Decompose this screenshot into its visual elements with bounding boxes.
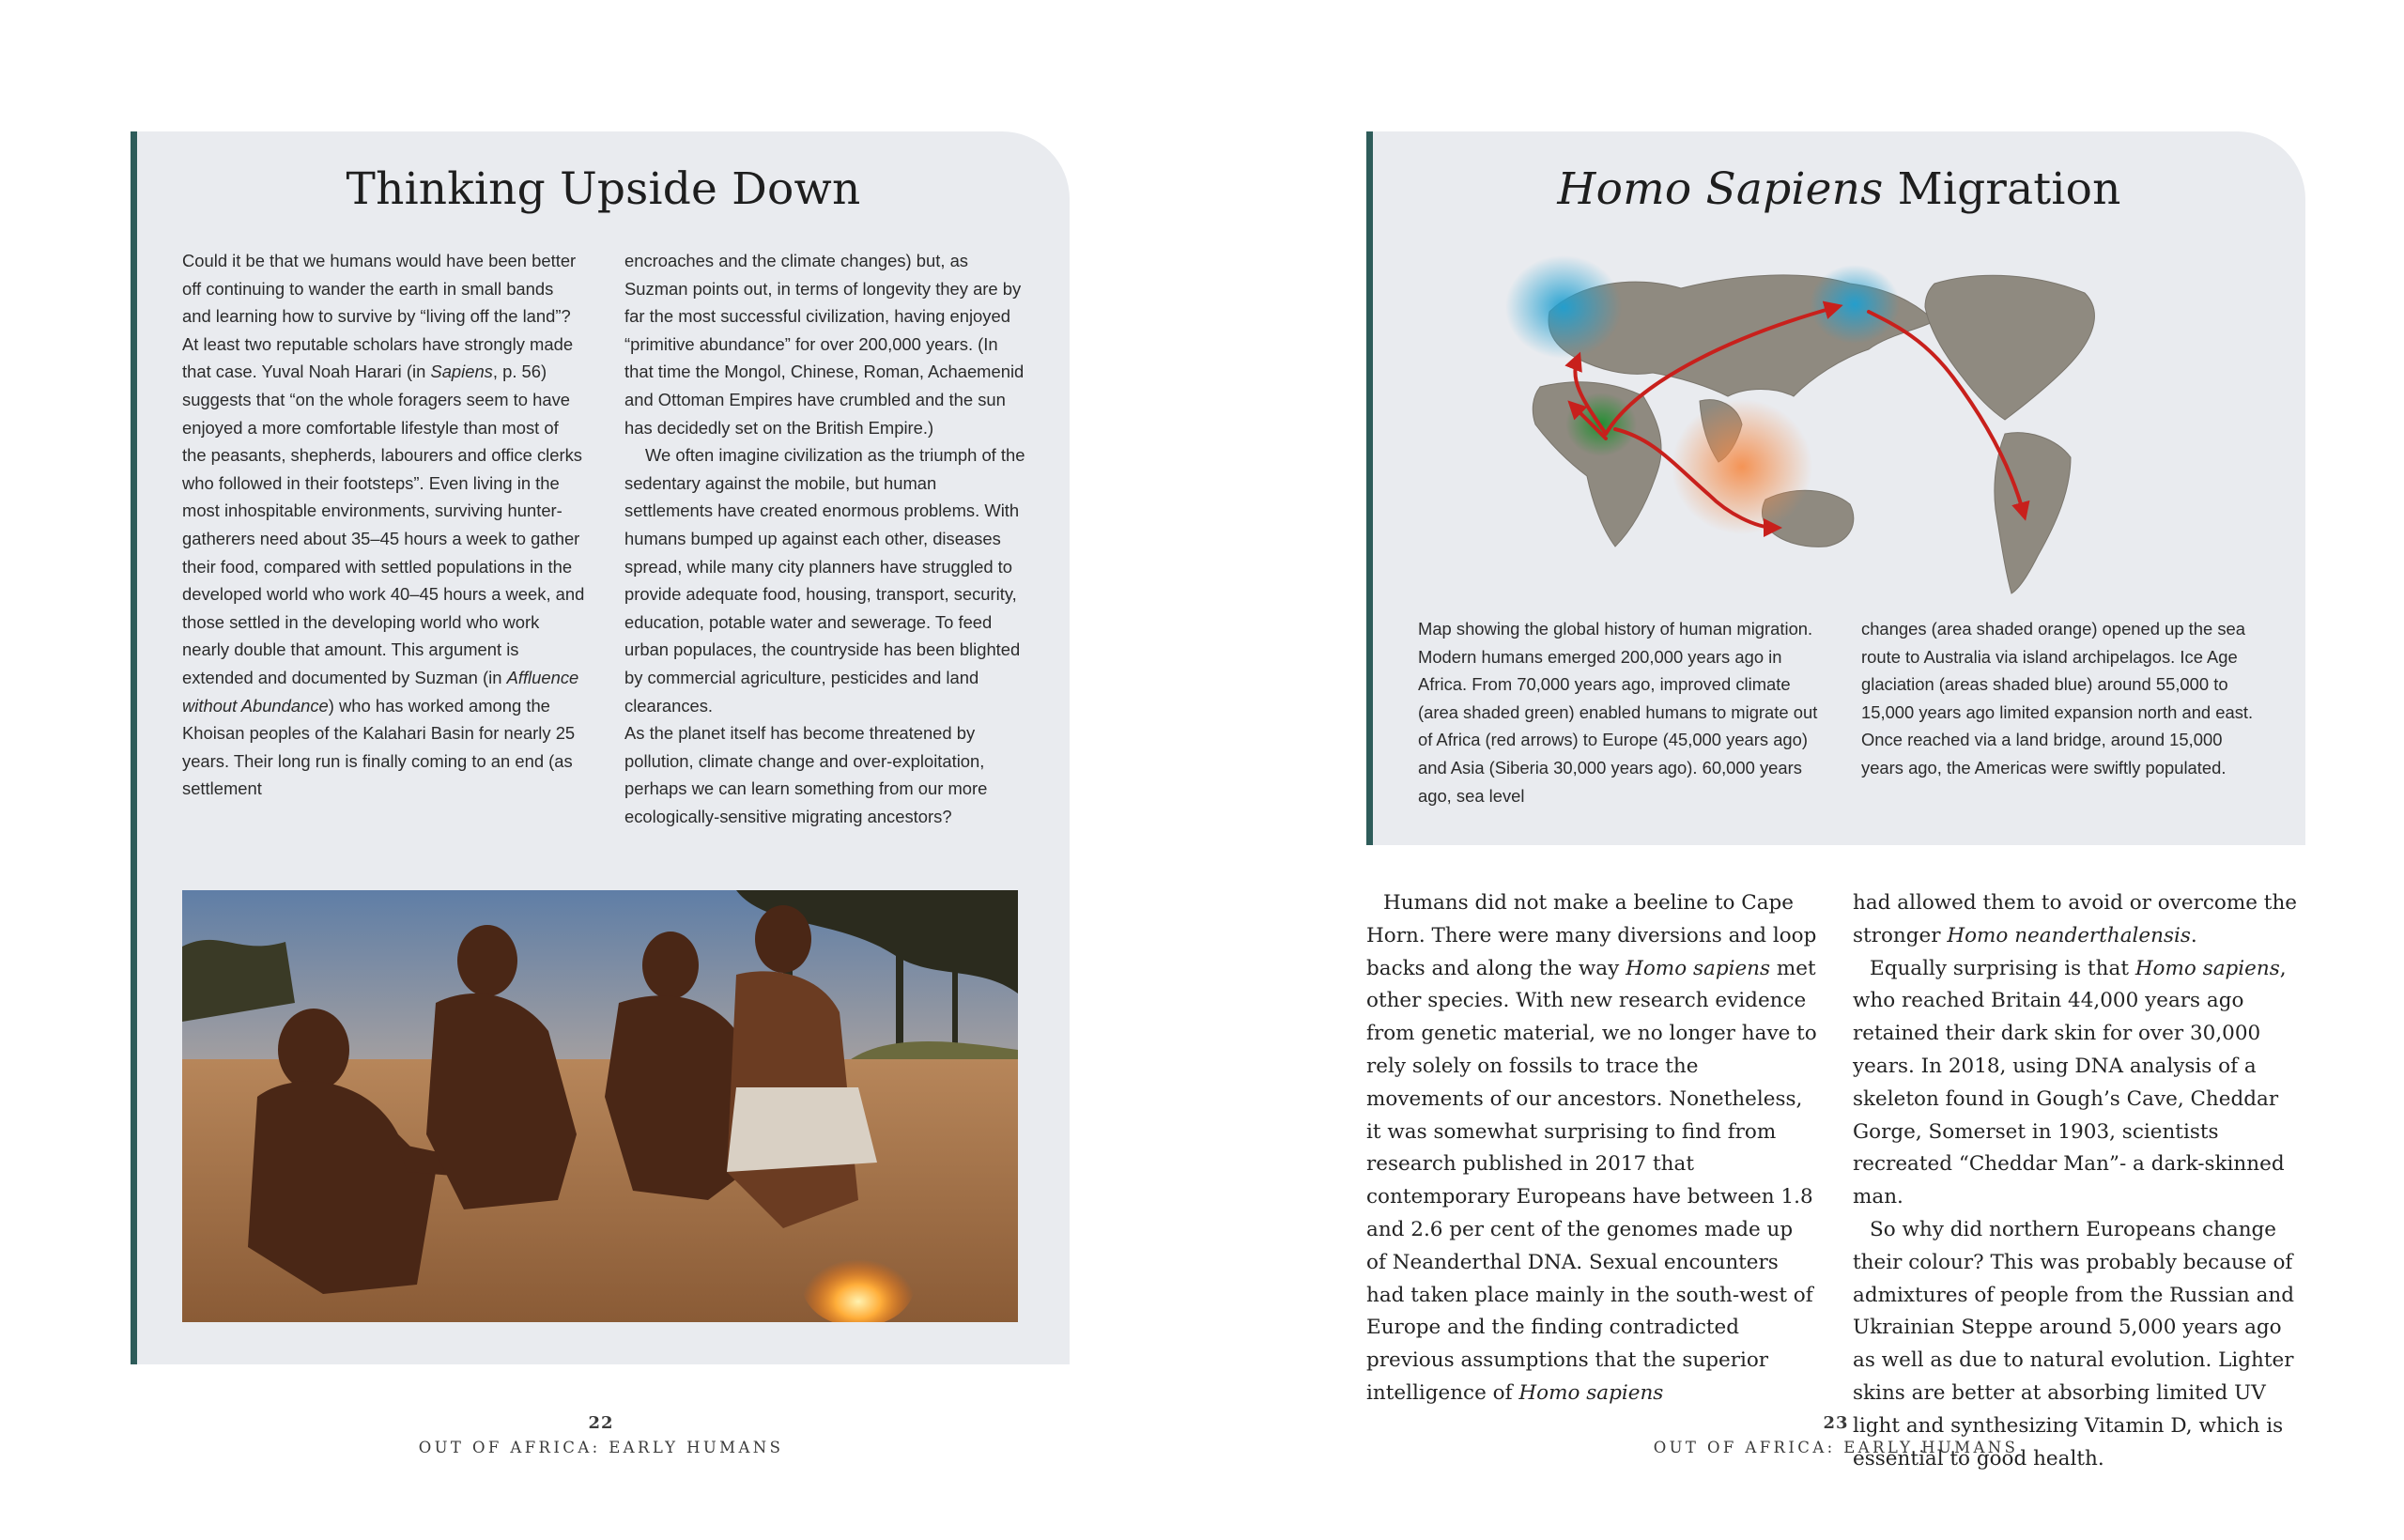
north-america	[1925, 275, 2094, 420]
panel-title-italic: Homo Sapiens	[1557, 163, 1884, 215]
text-run: ) who has worked among the Khoisan peoples of the Kalahari Basin for nearly 25 years. Their long run is finally coming to an end (as settlement	[182, 695, 576, 799]
text-run: Humans did not make a beeline to Cape Horn. There were many diversions and loop backs and along the way	[1366, 891, 1817, 980]
paragraph	[1853, 887, 2304, 953]
text-run: We often imagine civilization as the triumph of the sedentary against the mobile, but human settlements have created enormous problems. With humans bumped up against each other, diseases spread, while many city planners have struggled to provide adequate food, housing, transport, security, education, potable water and sewerage. To feed urban populaces, the countryside has been blighted by commercial agriculture, pesticides and land clearances.	[624, 445, 1025, 716]
paragraph	[624, 247, 1028, 441]
italic-text: Sapiens	[430, 362, 493, 382]
running-head-left: OUT OF AFRICA: EARLY HUMANS	[418, 1439, 784, 1456]
panel-title-rest: Migration	[1883, 163, 2121, 215]
folio-right	[1507, 1413, 2165, 1456]
panel-title-left: Thinking Upside Down	[346, 163, 861, 215]
sea-route-orange	[1672, 399, 1812, 534]
text-run: , who reached Britain 44,000 years ago retained their dark skin for over 30,000 years. In 2018, using DNA analysis of a skeleton found in Gough’s Cave, Cheddar Gorge, Somerset in 1903, scientists recreated “Cheddar Man”- a dark-skinned man.	[1853, 956, 2287, 1209]
running-head-right: OUT OF AFRICA: EARLY HUMANS	[1653, 1439, 2019, 1456]
glaciation-siberia	[1810, 265, 1900, 344]
page-number-right: 23	[1823, 1413, 1849, 1433]
panel-text-column-1	[182, 247, 586, 803]
paragraph	[624, 441, 1028, 719]
paragraph	[624, 719, 1028, 830]
text-run: So why did northern Europeans change their colour? This was probably because of admixtures of people from the Russian and Ukrainian Steppe around 5,000 years ago as well as due to natural evolution. Lighter skins are better at absorbing limited UV light and synthesizing Vitamin D, which is essential to good health.	[1853, 1217, 2295, 1471]
text-run: encroaches and the climate changes) but, as Suzman points out, in terms of longevity they are by far the most successful civilization, having enjoyed “primitive abundance” for over 200,000 years. (In that time the Mongol, Chinese, Roman, Achaemenid and Ottoman Empires have crumbled and the sun has decidedly set on the British Empire.)	[624, 251, 1025, 438]
italic-text: Homo sapiens	[2134, 956, 2280, 980]
khoisan-photo	[182, 890, 1018, 1322]
text-run: As the planet itself has become threatened by pollution, climate change and over-exploitation, perhaps we can learn something from our more ecologically-sensitive migrating ancestors?	[624, 723, 988, 826]
migration-map	[1493, 246, 2169, 598]
italic-text: Affluence without Abundance	[182, 667, 579, 716]
body-column-1	[1366, 887, 1817, 1410]
map-caption-column-1	[1418, 615, 1822, 809]
map-caption-column-2	[1861, 615, 2265, 782]
page-number-left: 22	[588, 1413, 614, 1433]
text-run: Could it be that we humans would have been better off continuing to wander the earth in small bands and learning how to survive by “living off the land”? At least two reputable scholars have strongly made that case. Yuval Noah Harari (in	[182, 251, 577, 382]
paragraph	[1366, 887, 1817, 1410]
italic-text: Homo sapiens	[1626, 956, 1771, 980]
text-run: Equally surprising is that	[1870, 956, 2135, 980]
panel-text-column-2	[624, 247, 1028, 830]
body-column-2	[1853, 887, 2304, 1475]
paragraph	[1861, 615, 2265, 782]
glaciation-europe	[1505, 255, 1622, 359]
italic-text: Homo sapiens	[1518, 1380, 1664, 1405]
italic-text: Homo neanderthalensis	[1947, 923, 2191, 947]
text-run: Map showing the global history of human migration. Modern humans emerged 200,000 years ago in Africa. From 70,000 years ago, improved climate (area shaded green) enabled humans to migrate out of Africa (red arrows) to Europe (45,000 years ago) and Asia (Siberia 30,000 years ago). 60,000 years ago, sea level	[1418, 619, 1818, 806]
text-run: .	[2190, 923, 2197, 947]
text-run: , p. 56) suggests that “on the whole foragers seem to have enjoyed a more comfortable lifestyle than most of the peasants, shepherds, labourers and office clerks who followed in their footsteps”. Even living in the most inhospitable environments, surviving hunter-gatherers need about 35–45 hours a week to gather their food, compared with settled populations in the developed world who work 40–45 hours a week, and those settled in the developing world who work nearly double that amount. This argument is extended and documented by Suzman (in	[182, 362, 585, 687]
paragraph	[182, 247, 586, 803]
south-america	[1995, 433, 2071, 593]
text-run: had allowed them to avoid or overcome the stronger	[1853, 891, 2298, 947]
paragraph	[1853, 953, 2304, 1214]
paragraph	[1418, 615, 1822, 809]
folio-left	[272, 1413, 930, 1456]
text-run: changes (area shaded orange) opened up the sea route to Australia via island archipelagos. Ice Age glaciation (areas shaded blue) around 55,000 to 15,000 years ago limited expansion north and east. Once reached via a land bridge, around 15,000 years ago, the Americas were swiftly populated.	[1861, 619, 2254, 778]
panel-title-right	[1373, 163, 2305, 215]
text-run: met other species. With new research evidence from genetic material, we no longer have to rely solely on fossils to trace the movements of our ancestors. Nonetheless, it was somewhat surprising to find from research published in 2017 that contemporary Europeans have between 1.8 and 2.6 per cent of the genomes made up of Neanderthal DNA. Sexual encounters had taken place mainly in the south-west of Europe and the finding contradicted previous assumptions that the superior intelligence of	[1366, 956, 1817, 1405]
